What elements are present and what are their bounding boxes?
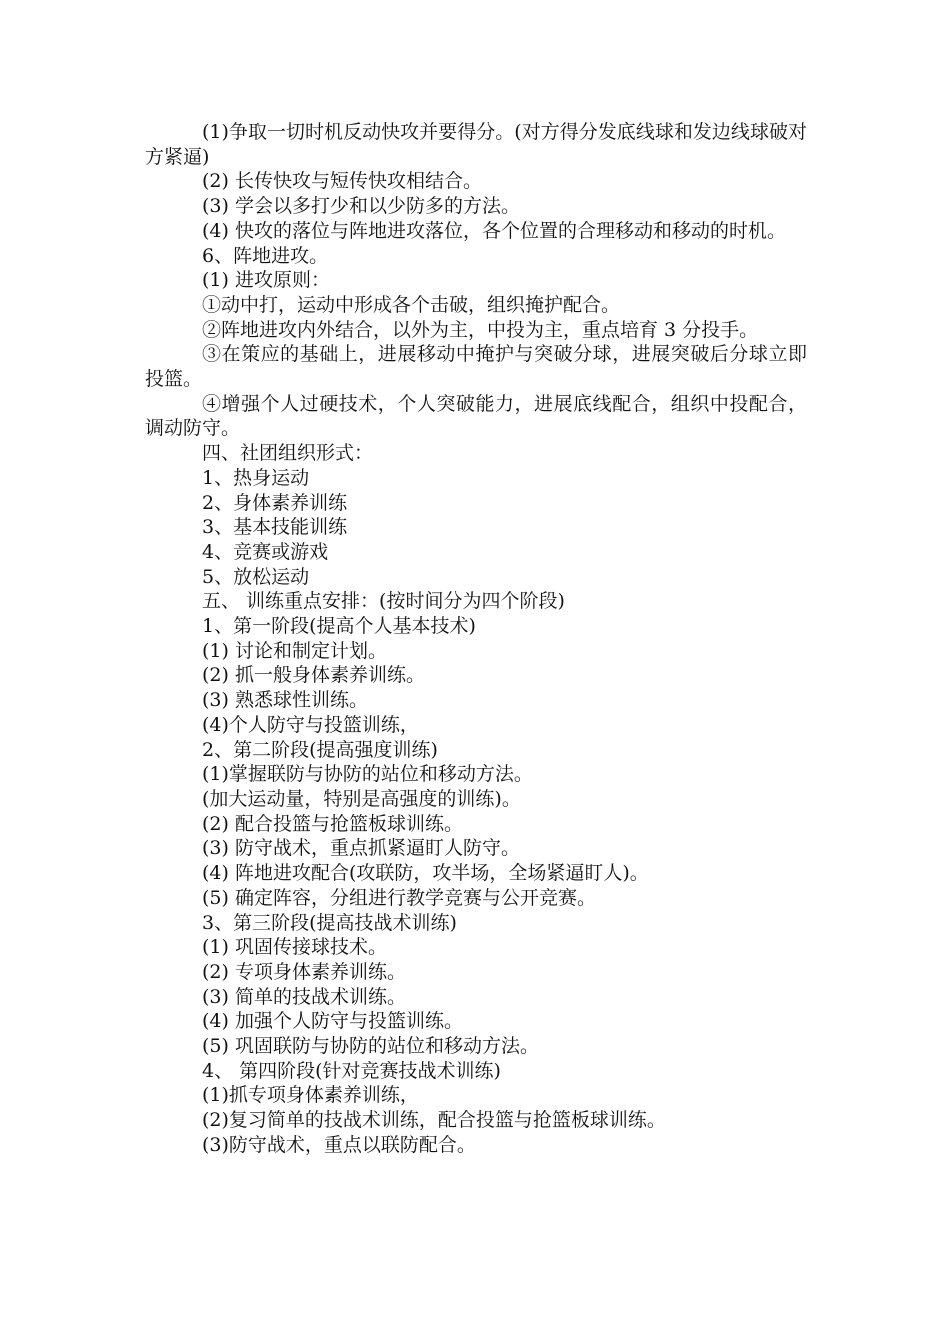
list-item: (4)个人防守与投篮训练， — [202, 713, 419, 736]
paragraph: (2) 长传快攻与短传快攻相结合。 — [202, 170, 482, 193]
list-item: (1)抓专项身体素养训练， — [202, 1084, 419, 1107]
list-item: (3) 熟悉球性训练。 — [202, 689, 368, 712]
paragraph: (4) 快攻的落位与阵地进攻落位，各个位置的合理移动和移动的时机。 — [202, 219, 786, 242]
list-item: (3)防守战术，重点以联防配合。 — [202, 1133, 476, 1156]
list-item: (3) 防守战术，重点抓紧逼盯人防守。 — [202, 837, 520, 860]
list-item: (2)复习简单的技战术训练，配合投篮与抢篮板球训练。 — [202, 1109, 666, 1132]
paragraph: (1) 进攻原则： — [202, 269, 330, 292]
paragraph: ②阵地进攻内外结合，以外为主，中投为主，重点培育 3 分投手。 — [202, 318, 759, 341]
list-item: (4) 阵地进攻配合(攻联防，攻半场，全场紧逼盯人)。 — [202, 862, 649, 885]
list-item: 4、竞赛或游戏 — [202, 540, 329, 563]
list-item: (2) 专项身体素养训练。 — [202, 960, 406, 983]
document-body — [145, 120, 807, 1158]
paragraph: (3) 学会以多打少和以少防多的方法。 — [202, 195, 520, 218]
stage-heading: 2、第二阶段(提高强度训练) — [202, 738, 438, 761]
list-item: (5) 巩固联防与协防的站位和移动方法。 — [202, 1035, 539, 1058]
stage-heading: 4、 第四阶段(针对竞赛技战术训练) — [202, 1059, 501, 1082]
section-heading: 五、 训练重点安排：(按时间分为四个阶段) — [202, 590, 565, 613]
section-heading: 6、阵地进攻。 — [202, 244, 329, 267]
paragraph: ①动中打，运动中形成各个击破，组织掩护配合。 — [202, 293, 621, 316]
list-item: (1) 巩固传接球技术。 — [202, 936, 387, 959]
list-item: (2) 抓一般身体素养训练。 — [202, 664, 425, 687]
section-heading: 四、社团组织形式： — [202, 442, 374, 465]
list-item: (1)掌握联防与协防的站位和移动方法。 — [202, 763, 533, 786]
list-item: 1、热身运动 — [202, 466, 310, 489]
list-item: 3、基本技能训练 — [202, 516, 348, 539]
paragraph: ④增强个人过硬技术，个人突破能力，进展底线配合，组织中投配合，调动防守。 — [145, 392, 807, 440]
stage-heading: 3、第三阶段(提高技战术训练) — [202, 911, 457, 934]
list-item: (1) 讨论和制定计划。 — [202, 639, 387, 662]
list-item: (3) 简单的技战术训练。 — [202, 985, 406, 1008]
list-item: (加大运动量，特别是高强度的训练)。 — [202, 787, 521, 810]
list-item: (2) 配合投篮与抢篮板球训练。 — [202, 812, 463, 835]
stage-heading: 1、第一阶段(提高个人基本技术) — [202, 615, 476, 638]
list-item: 5、放松运动 — [202, 565, 310, 588]
paragraph: ③在策应的基础上，进展移动中掩护与突破分球，进展突破后分球立即投篮。 — [145, 343, 807, 391]
paragraph: (1)争取一切时机反动快攻并要得分。(对方得分发底线球和发边线球破对方紧逼) — [145, 121, 807, 168]
list-item: (5) 确定阵容，分组进行教学竞赛与公开竞赛。 — [202, 886, 596, 909]
list-item: (4) 加强个人防守与投篮训练。 — [202, 1010, 463, 1033]
list-item: 2、身体素养训练 — [202, 491, 348, 514]
